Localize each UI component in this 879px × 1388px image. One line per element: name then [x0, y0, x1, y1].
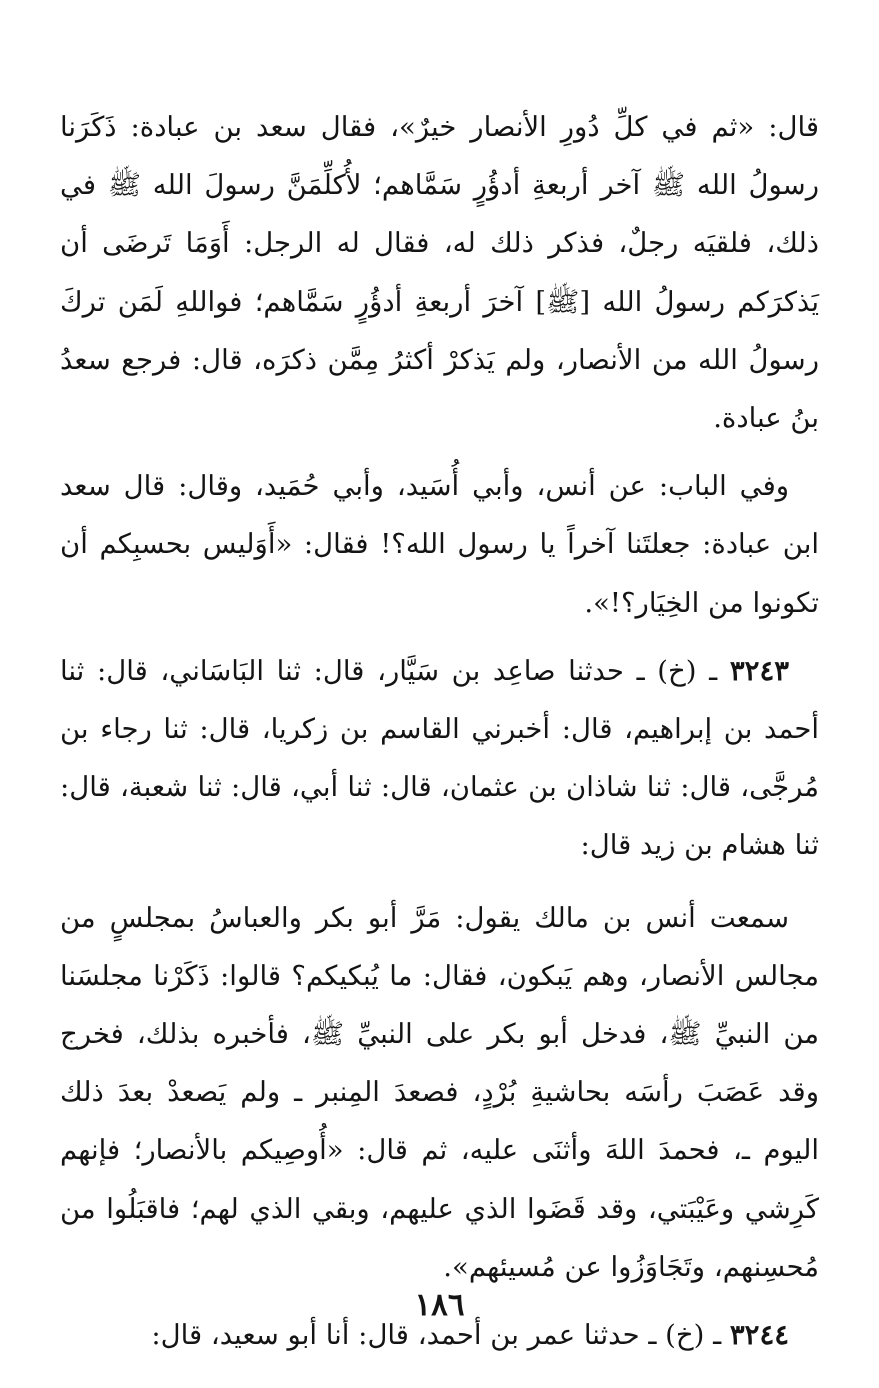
text-line: الأنصار، ولم يَذكرْ أكثرُ مِمَّن ذكرَه، قال: فرجع سعدُ بنُ عبادة. — [60, 343, 819, 435]
page-number: ١٨٦ — [414, 1287, 465, 1323]
text-line: ـ (خ) ـ حدثنا صاعِد بن سَيَّار، قال: ثنا البَاسَاني، قال: ثنا — [60, 654, 730, 687]
text-line: فلقيَه رجلٌ، فذكر ذلك له، فقال له الرجل: أَوَمَا تَرضَى أن يَذكرَكم — [60, 227, 820, 318]
text-line: مُرجَّى، قال: ثنا شاذان بن عثمان، قال: ثنا أبي، قال: ثنا شعبة، قال: — [60, 771, 819, 804]
text-line: وفي الباب: عن أنس، وأبي أُسَيد، وأبي حُمَيد، وقال: قال سعد — [60, 470, 789, 503]
text-line: من الخِيَار؟!». — [584, 586, 744, 619]
text-line: ثنا هشام بن زيد قال: — [580, 829, 819, 862]
text-line: ـ (خ) ـ حدثنا عمر بن أحمد، قال: أنا أبو سعيد، قال: — [151, 1319, 730, 1352]
text-line: من النبيِّ ﷺ، فدخل أبو بكر على النبيِّ ﷺ، فأخبره بذلك، فخرج وقد — [60, 1018, 819, 1109]
text-line: عن مُسيئهم». — [443, 1250, 602, 1283]
text-line: قال: «ثم في كلِّ دُورِ الأنصار خيرٌ»، فقال سعد بن عبادة: ذَكَرَنا — [60, 111, 819, 143]
text-line: رسولُ الله ﷺ آخر أربعةِ أدؤُرٍ سَمَّاهم؛ لأُكلِّمَنَّ رسولَ الله ﷺ في ذلك، — [60, 169, 819, 260]
hadith-number: ٣٢٤٤ — [729, 1319, 789, 1352]
paragraph-1 — [60, 98, 819, 447]
hadith-3243 — [60, 642, 819, 875]
text-line: عَصَبَ رأسَه بحاشيةِ بُرْدٍ، فصعدَ المِنبر ـ ولم يَصعدْ بعدَ ذلك اليوم ـ، — [60, 1076, 819, 1167]
text-line: مجالس الأنصار، وهم يَبكون، فقال: ما يُبكيكم؟ قالوا: ذَكَرْنا مجلسَنا — [60, 959, 819, 992]
paragraph-2 — [60, 457, 819, 632]
text-line: وقد قَضَوا الذي عليهم، وبقي الذي لهم؛ فاقبَلُوا من مُحسِنهم، وتَجَاوَزُوا — [60, 1192, 819, 1283]
paragraph-4 — [60, 889, 819, 1296]
page-body — [60, 98, 820, 1352]
text-line: فحمدَ اللهَ وأثنَى عليه، ثم قال: «أُوصِيكم بالأنصار؛ فإنهم كَرِشي وعَيْبَتي، — [60, 1134, 819, 1225]
text-line: أحمد بن إبراهيم، قال: أخبرني القاسم بن زكريا، قال: ثنا رجاء بن — [60, 713, 819, 746]
text-line: ابن عبادة: جعلتَنا آخراً يا رسول الله؟! فقال: «أَوَليس بحسبِكم أن تكونوا — [60, 528, 819, 619]
text-line: سمعت أنس بن مالك يقول: مَرَّ أبو بكر والعباسُ بمجلسٍ من — [60, 901, 789, 934]
hadith-number: ٣٢٤٣ — [729, 654, 789, 687]
text-line: رسولُ الله [ﷺ] آخرَ أربعةِ أدؤُرٍ سَمَّاهم؛ فواللهِ لَمَن تركَ رسولُ الله من — [60, 285, 820, 376]
